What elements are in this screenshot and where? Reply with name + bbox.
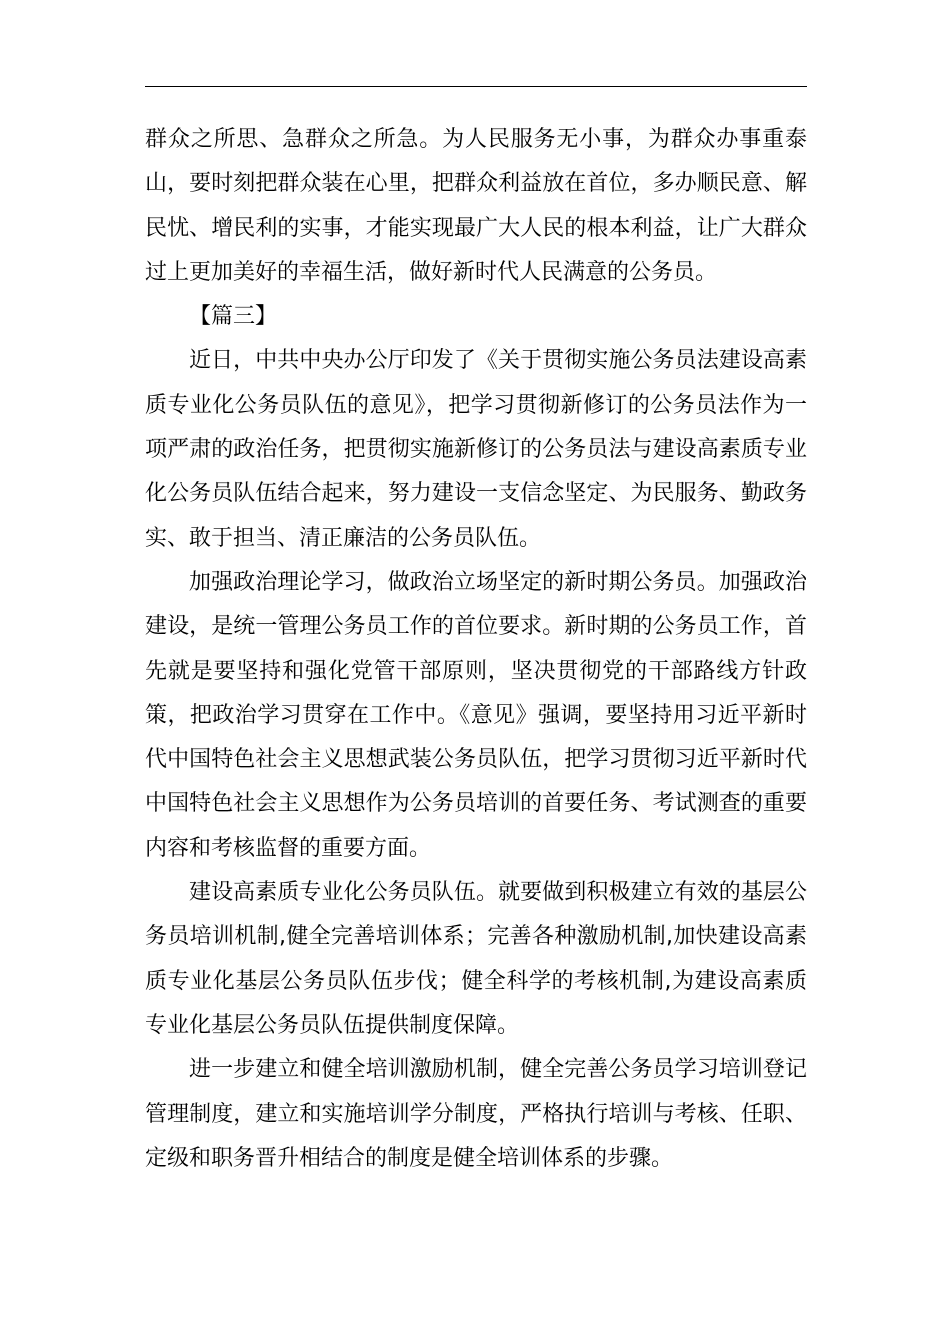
paragraph: 进一步建立和健全培训激励机制，健全完善公务员学习培训登记管理制度，建立和实施培训学分制度，严格执行培训与考核、任职、定级和职务晋升相结合的制度是健全培训体系的步骤。 [145,1057,807,1171]
paragraph-continuation: 群众之所思、急群众之所急。为人民服务无小事，为群众办事重泰山，要时刻把群众装在心里，把群众利益放在首位，多办顺民意、解民忧、增民利的实事，才能实现最广大人民的根本利益，让广大群众过上更加美好的幸福生活，做好新时代人民满意的公务员。 [145,127,807,285]
paragraph: 加强政治理论学习，做政治立场坚定的新时期公务员。加强政治建设，是统一管理公务员工作的首位要求。新时期的公务员工作，首先就是要坚持和强化党管干部原则，坚决贯彻党的干部路线方针政策，把政治学习贯穿在工作中。《意见》强调，要坚持用习近平新时代中国特色社会主义思想武装公务员队伍，把学习贯彻习近平新时代中国特色社会主义思想作为公务员培训的首要任务、考试测查的重要内容和考核监督的重要方面。 [145,569,807,861]
document-body [145,118,807,1181]
section-heading: 【篇三】 [189,304,278,330]
paragraph: 建设高素质专业化公务员队伍。就要做到积极建立有效的基层公务员培训机制,健全完善培训体系；完善各种激励机制,加快建设高素质专业化基层公务员队伍步伐；健全科学的考核机制,为建设高素质专业化基层公务员队伍提供制度保障。 [145,880,807,1038]
paragraph: 近日，中共中央办公厅印发了《关于贯彻实施公务员法建设高素质专业化公务员队伍的意见》，把学习贯彻新修订的公务员法作为一项严肃的政治任务，把贯彻实施新修订的公务员法与建设高素质专业化公务员队伍结合起来，努力建设一支信念坚定、为民服务、勤政务实、敢于担当、清正廉洁的公务员队伍。 [145,348,807,551]
header-rule [145,86,807,87]
